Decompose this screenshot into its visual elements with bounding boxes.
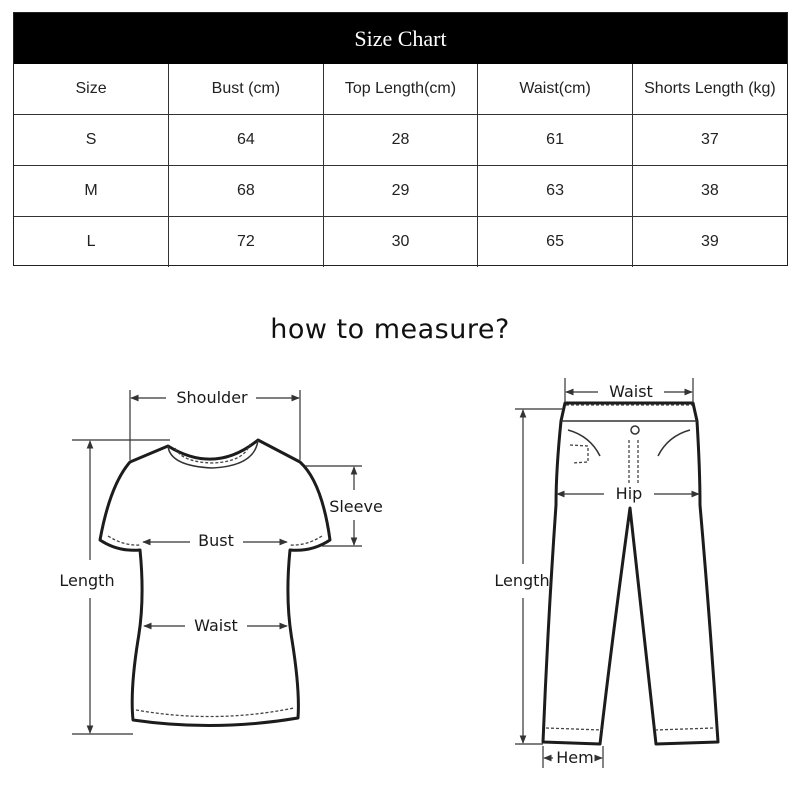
table-cell: 37 [632, 115, 787, 166]
top-length-label: Length [59, 571, 115, 590]
measurement-diagram [0, 360, 800, 800]
size-chart-table [14, 64, 787, 267]
pants-button [631, 426, 639, 434]
table-header-row [14, 64, 787, 115]
tshirt-outline [100, 440, 330, 726]
header-bust: Bust (cm) [169, 64, 324, 115]
shoulder-label: Shoulder [176, 388, 248, 407]
table-cell: L [14, 217, 169, 268]
pants-outline [543, 403, 718, 744]
pants-waist-label: Waist [609, 382, 653, 401]
hip-label: Hip [615, 484, 643, 503]
bust-label: Bust [198, 531, 234, 550]
table-cell: 30 [323, 217, 478, 268]
tshirt-illustration [100, 440, 330, 726]
table-cell: 28 [323, 115, 478, 166]
hem-label: Hem [556, 748, 594, 767]
hip-dimension [557, 484, 699, 503]
pants-illustration [543, 403, 718, 744]
table-row [14, 115, 787, 166]
table-cell: 38 [632, 166, 787, 217]
pants-length-label: Length [494, 571, 550, 590]
sleeve-label: Sleeve [329, 497, 383, 516]
size-chart [13, 12, 788, 266]
bust-dimension [143, 531, 287, 550]
top-waist-label: Waist [194, 616, 238, 635]
table-cell: 63 [478, 166, 633, 217]
header-size: Size [14, 64, 169, 115]
sleeve-dimension [305, 466, 383, 546]
header-waist: Waist(cm) [478, 64, 633, 115]
table-cell: M [14, 166, 169, 217]
table-row [14, 217, 787, 268]
table-cell: 61 [478, 115, 633, 166]
table-cell: 65 [478, 217, 633, 268]
hem-dimension [543, 746, 603, 768]
size-chart-title: Size Chart [14, 13, 787, 64]
table-cell: 72 [169, 217, 324, 268]
table-cell: 29 [323, 166, 478, 217]
table-cell: 68 [169, 166, 324, 217]
table-cell: S [14, 115, 169, 166]
header-shorts-length: Shorts Length (kg) [632, 64, 787, 115]
header-top-length: Top Length(cm) [323, 64, 478, 115]
pants-waist-dimension [565, 378, 693, 403]
table-row [14, 166, 787, 217]
table-cell: 64 [169, 115, 324, 166]
measure-title: how to measure? [270, 314, 510, 345]
table-cell: 39 [632, 217, 787, 268]
top-waist-dimension [144, 616, 287, 635]
